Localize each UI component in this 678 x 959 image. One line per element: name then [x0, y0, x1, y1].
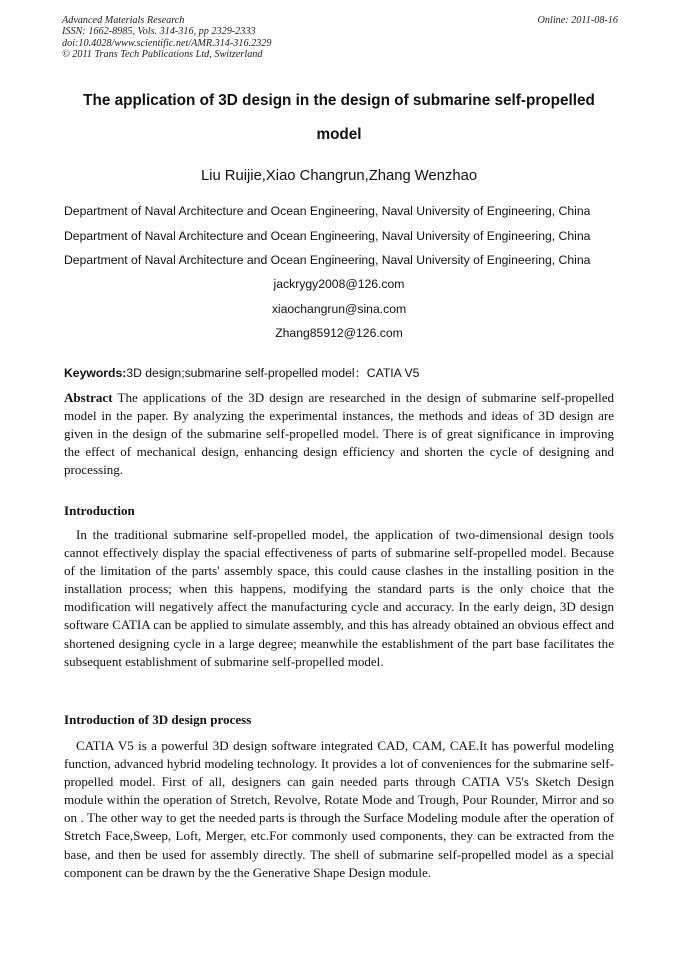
keywords — [64, 364, 419, 381]
affiliation: Department of Naval Architecture and Ocean Engineering, Naval University of Engineering, China — [64, 204, 591, 218]
paper-title-line1: The application of 3D design in the design of submarine self-propelled — [83, 92, 595, 109]
online-date: Online: 2011-08-16 — [537, 15, 618, 26]
journal-name: Advanced Materials Research — [62, 15, 185, 26]
section-body-3d-design-process: CATIA V5 is a powerful 3D design software integrated CAD, CAM, CAE.It has powerful modeling function, advanced hybrid modeling technology. It provides a lot of conveniences for the submarine self-propelled model. First of all, designers can gain needed parts through CATIA V5's Sketch Design module within the operation of Stretch, Revolve, Rotate Mode and Trough, Pour Rounder, Mirror and so on . The other way to get the needed parts is through the Surface Modeling module after the operation of Stretch Face,Sweep, Loft, Merger, etc.For commonly used components, they can be extracted from the base, and then be used for assembly directly. The shell of submarine self-propelled model as a special component can be drawn by the the Generative Shape Design module. — [64, 738, 614, 880]
author-email: Zhang85912@126.com — [275, 326, 403, 340]
paper-title-line2: model — [316, 126, 362, 143]
journal-header — [62, 15, 618, 60]
journal-doi: doi:10.4028/www.scientific.net/AMR.314-316.2329 — [62, 37, 272, 49]
abstract-label: Abstract — [64, 390, 113, 405]
affiliation: Department of Naval Architecture and Ocean Engineering, Naval University of Engineering, China — [64, 229, 591, 243]
section-heading-introduction: Introduction — [64, 503, 135, 518]
author-email: jackrygy2008@126.com — [273, 277, 405, 291]
journal-issn: ISSN: 1662-8985, Vols. 314-316, pp 2329-2333 — [62, 26, 256, 38]
abstract — [64, 389, 614, 479]
keywords-label: Keywords: — [64, 366, 127, 380]
author-list: Liu Ruijie,Xiao Changrun,Zhang Wenzhao — [200, 168, 478, 184]
keywords-text: 3D design;submarine self-propelled model：CATIA V5 — [126, 366, 420, 380]
section-heading-3d-design-process: Introduction of 3D design process — [64, 712, 252, 727]
author-email: xiaochangrun@sina.com — [271, 302, 407, 316]
journal-copyright: © 2011 Trans Tech Publications Ltd, Switzerland — [62, 48, 263, 60]
affiliation: Department of Naval Architecture and Ocean Engineering, Naval University of Engineering, China — [64, 253, 591, 267]
abstract-text: The applications of the 3D design are researched in the design of submarine self-propelled model in the paper. By analyzing the experimental instances, the methods and ideas of 3D design are given in the design of the submarine self-propelled model. There is of great significance in improving the effect of mechanical design, enhancing design efficiency and shorten the cycle of designing and processing. — [64, 390, 615, 478]
section-body-introduction: In the traditional submarine self-propelled model, the application of two-dimensional design tools cannot effectively display the spacial effectiveness of parts of submarine self-propelled model. Because of the limitation of the parts' assembly space, this could cause clashes in the installing position in the installation process; when this happens, modifying the standard parts is the only choice that the modification will negatively affect the manufacturing cycle and accuracy. In the early deign, 3D design software CATIA can be applied to simulate assembly, and this has already obtained an obvious effect and shortened designing cycle in a large degree; meanwhile the establishment of the part base facilitates the subsequent establishment of submarine self-propelled model. — [64, 527, 614, 669]
